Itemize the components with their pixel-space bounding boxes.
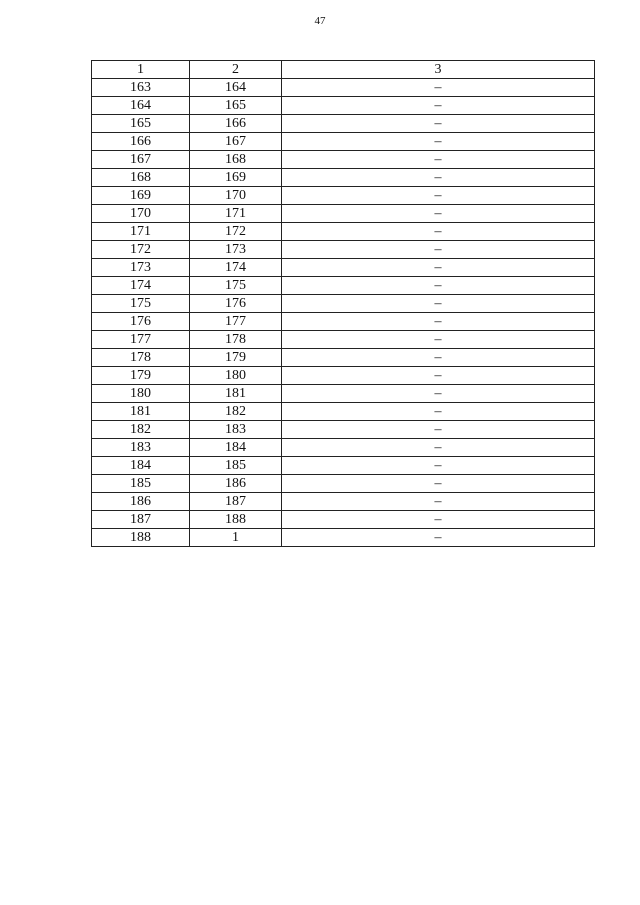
table-cell-col-1: 165 [92, 115, 190, 133]
table-cell-col-2: 180 [190, 367, 282, 385]
table-row [92, 349, 595, 367]
table-cell-col-3: – [282, 349, 595, 367]
table-row [92, 79, 595, 97]
table-row [92, 385, 595, 403]
table-cell-col-3: – [282, 421, 595, 439]
table-cell-col-1: 163 [92, 79, 190, 97]
header-row [92, 61, 595, 79]
table-row [92, 457, 595, 475]
table-cell-col-1: 172 [92, 241, 190, 259]
table-row [92, 331, 595, 349]
table-cell-col-2: 176 [190, 295, 282, 313]
table-cell-col-2: 174 [190, 259, 282, 277]
table-cell-col-2: 182 [190, 403, 282, 421]
table-row [92, 115, 595, 133]
table-cell-col-2: 177 [190, 313, 282, 331]
table-cell-col-2: 170 [190, 187, 282, 205]
table-cell-col-2: 181 [190, 385, 282, 403]
table-row [92, 169, 595, 187]
table-cell-col-1: 187 [92, 511, 190, 529]
table-cell-col-3: – [282, 475, 595, 493]
table-row [92, 295, 595, 313]
table-cell-col-2: 188 [190, 511, 282, 529]
table-cell-col-2: 171 [190, 205, 282, 223]
table-cell-col-2: 168 [190, 151, 282, 169]
table-cell-col-1: 167 [92, 151, 190, 169]
table-cell-col-3: – [282, 241, 595, 259]
table-cell-col-1: 173 [92, 259, 190, 277]
table-cell-col-1: 183 [92, 439, 190, 457]
table-cell-col-1: 185 [92, 475, 190, 493]
table-cell-col-3: – [282, 205, 595, 223]
table-cell-col-3: – [282, 115, 595, 133]
table-cell-col-1: 168 [92, 169, 190, 187]
table-row [92, 97, 595, 115]
table-row [92, 205, 595, 223]
table-cell-col-2: 167 [190, 133, 282, 151]
table-cell-col-2: 183 [190, 421, 282, 439]
table-cell-col-1: 178 [92, 349, 190, 367]
table-cell-col-1: 174 [92, 277, 190, 295]
table-row [92, 493, 595, 511]
table-cell-col-3: – [282, 493, 595, 511]
table-cell-col-1: 182 [92, 421, 190, 439]
table-row [92, 241, 595, 259]
table-cell-col-1: 186 [92, 493, 190, 511]
table-body [92, 79, 595, 547]
table-header [92, 61, 595, 79]
table-row [92, 259, 595, 277]
table-cell-col-2: 172 [190, 223, 282, 241]
column-header-2: 2 [190, 61, 282, 79]
table-cell-col-3: – [282, 295, 595, 313]
table-cell-col-3: – [282, 529, 595, 547]
table-cell-col-3: – [282, 151, 595, 169]
column-header-1: 1 [92, 61, 190, 79]
table-cell-col-3: – [282, 187, 595, 205]
table-cell-col-3: – [282, 403, 595, 421]
table-cell-col-1: 171 [92, 223, 190, 241]
table-cell-col-2: 184 [190, 439, 282, 457]
table-cell-col-3: – [282, 277, 595, 295]
table-row [92, 439, 595, 457]
table-cell-col-1: 164 [92, 97, 190, 115]
table-row [92, 511, 595, 529]
table-cell-col-2: 1 [190, 529, 282, 547]
table-cell-col-2: 186 [190, 475, 282, 493]
table-cell-col-3: – [282, 169, 595, 187]
column-header-3: 3 [282, 61, 595, 79]
table-cell-col-3: – [282, 439, 595, 457]
table-cell-col-1: 180 [92, 385, 190, 403]
table-cell-col-1: 170 [92, 205, 190, 223]
table-cell-col-2: 179 [190, 349, 282, 367]
table-cell-col-2: 185 [190, 457, 282, 475]
table-row [92, 475, 595, 493]
table-row [92, 529, 595, 547]
table-cell-col-3: – [282, 367, 595, 385]
table-cell-col-2: 169 [190, 169, 282, 187]
table-cell-col-3: – [282, 331, 595, 349]
table-cell-col-1: 169 [92, 187, 190, 205]
table-row [92, 421, 595, 439]
table-cell-col-3: – [282, 457, 595, 475]
table-cell-col-2: 187 [190, 493, 282, 511]
table-row [92, 277, 595, 295]
table-row [92, 223, 595, 241]
table-cell-col-3: – [282, 385, 595, 403]
table-cell-col-2: 164 [190, 79, 282, 97]
table-cell-col-1: 177 [92, 331, 190, 349]
table-cell-col-2: 173 [190, 241, 282, 259]
table-cell-col-3: – [282, 97, 595, 115]
table-row [92, 403, 595, 421]
page-number: 47 [314, 15, 326, 27]
data-table [91, 60, 595, 547]
table-cell-col-2: 165 [190, 97, 282, 115]
table-cell-col-1: 181 [92, 403, 190, 421]
table-cell-col-1: 179 [92, 367, 190, 385]
table-cell-col-1: 176 [92, 313, 190, 331]
table-cell-col-2: 166 [190, 115, 282, 133]
table-row [92, 367, 595, 385]
table-cell-col-2: 178 [190, 331, 282, 349]
table-cell-col-1: 188 [92, 529, 190, 547]
table-row [92, 313, 595, 331]
table-cell-col-3: – [282, 79, 595, 97]
table-cell-col-3: – [282, 313, 595, 331]
table-cell-col-3: – [282, 223, 595, 241]
table-cell-col-3: – [282, 259, 595, 277]
table-cell-col-3: – [282, 133, 595, 151]
table-cell-col-2: 175 [190, 277, 282, 295]
table-row [92, 133, 595, 151]
table-row [92, 187, 595, 205]
table-cell-col-1: 184 [92, 457, 190, 475]
table-cell-col-3: – [282, 511, 595, 529]
table-cell-col-1: 175 [92, 295, 190, 313]
table-cell-col-1: 166 [92, 133, 190, 151]
table-row [92, 151, 595, 169]
